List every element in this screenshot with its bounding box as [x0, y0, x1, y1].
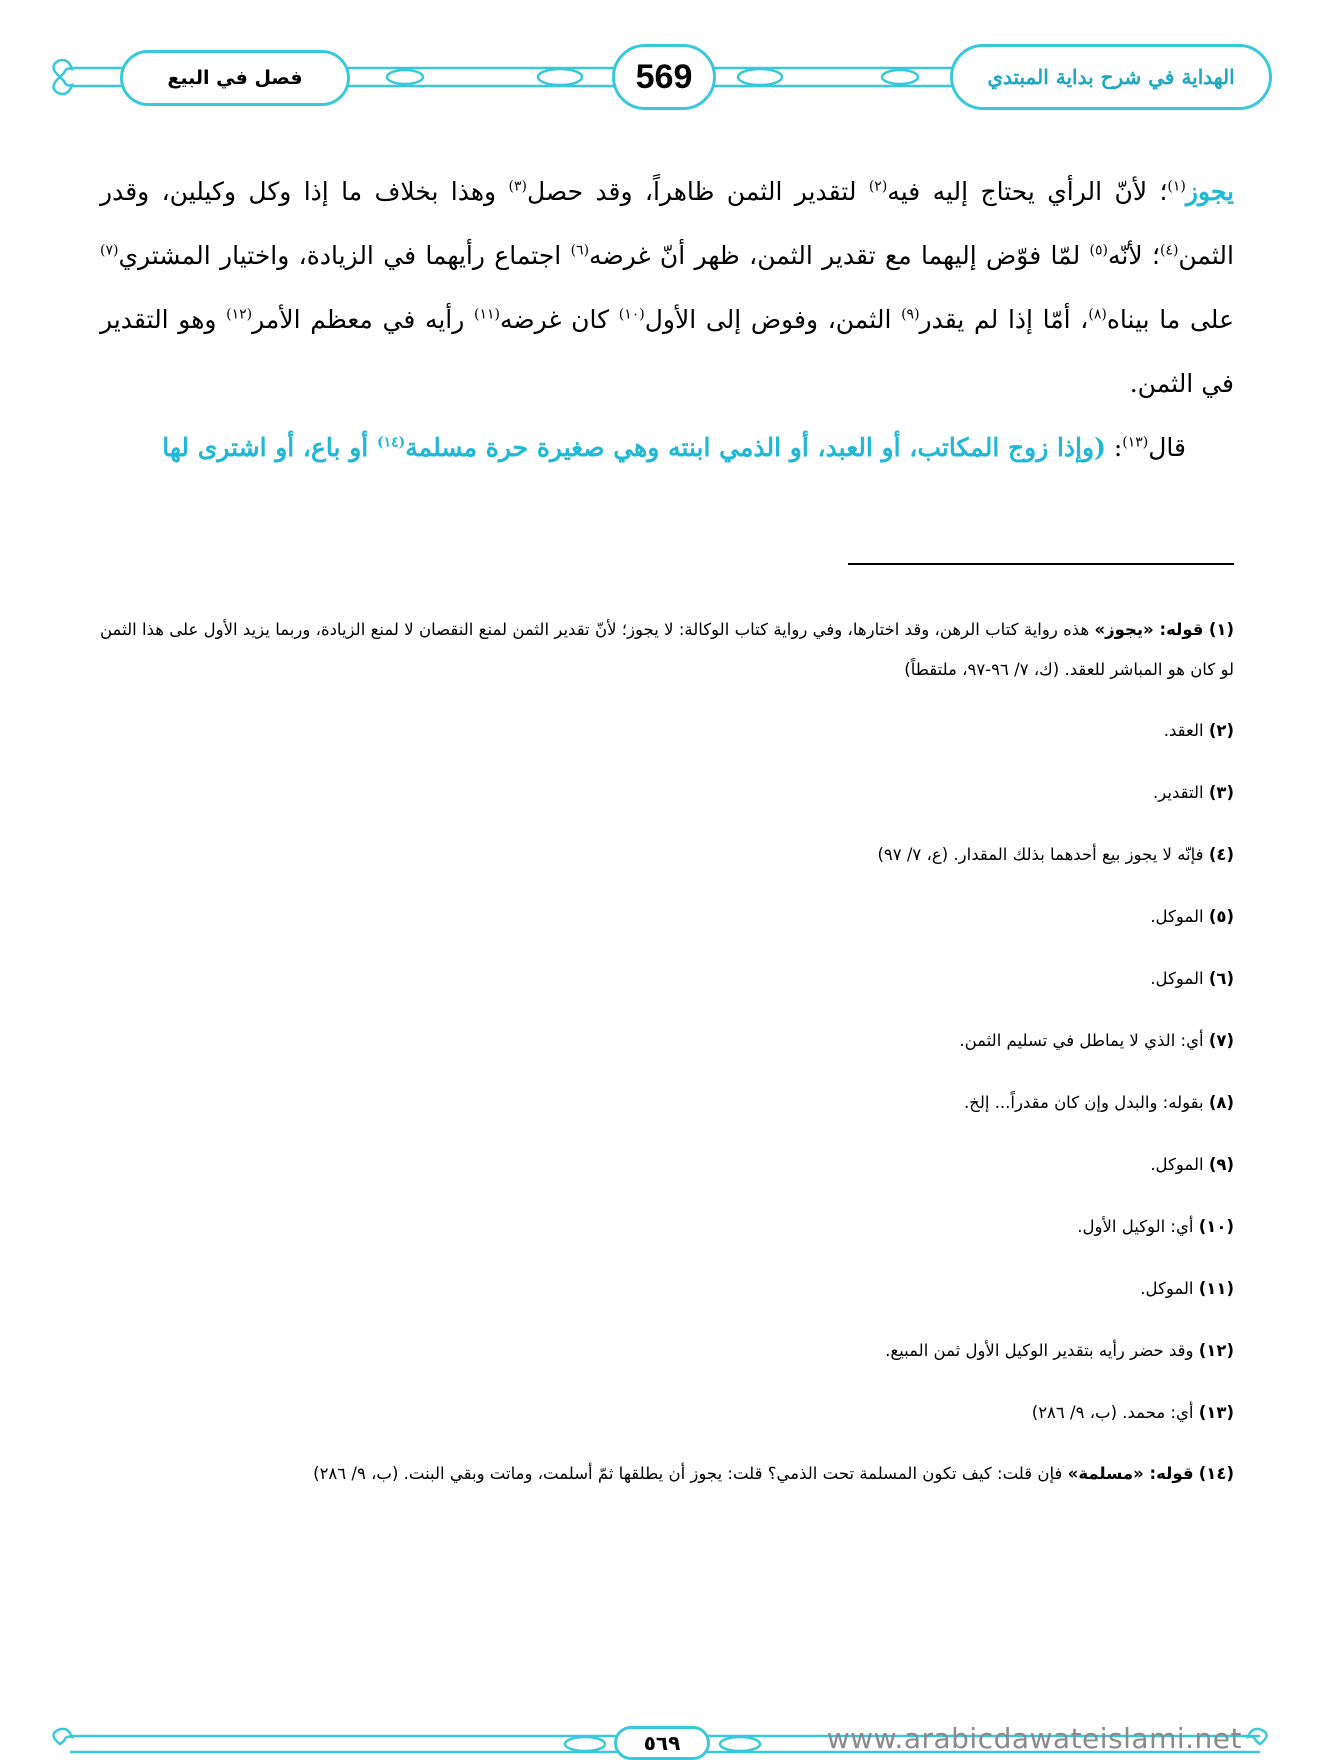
footnote	[100, 1072, 1234, 1134]
ref: (١٠)	[618, 306, 645, 323]
text-run: لتقدير الثمن ظاهراً، وقد حصل	[526, 177, 869, 206]
footnote-text: الموكل.	[1150, 969, 1209, 988]
footnote	[100, 886, 1234, 948]
footnote-number: (٤)	[1208, 845, 1234, 864]
footnote-number: (١)	[1208, 620, 1234, 639]
footnote	[100, 1010, 1234, 1072]
footnotes	[100, 600, 1234, 1504]
main-paragraph	[100, 160, 1234, 416]
text-run: ؛ لأنّ الرأي يحتاج إليه فيه	[887, 177, 1168, 206]
text-run: ، أمّا إذا لم يقدر	[919, 305, 1089, 334]
footnote-separator	[848, 563, 1234, 565]
ref: (١٢)	[226, 306, 253, 323]
footnote-number: (٢)	[1208, 721, 1234, 740]
text-run: رأيه في معظم الأمر	[252, 305, 474, 334]
ref: (٨)	[1088, 306, 1107, 323]
quoted-text: (وإذا زوج المكاتب، أو العبد، أو الذمي ابنته وهي صغيرة حرة مسلمة	[405, 433, 1106, 462]
ref: (١١)	[474, 306, 500, 323]
footnote-number: (١١)	[1198, 1279, 1234, 1298]
ref: (٧)	[100, 242, 119, 259]
footnote	[100, 948, 1234, 1010]
ref: (١)	[1167, 178, 1186, 195]
footnote-number: (٧)	[1208, 1031, 1234, 1050]
ref: (٥)	[1089, 242, 1109, 259]
footnote	[100, 1258, 1234, 1320]
ref: (١٤)	[376, 434, 406, 451]
footnote	[100, 1382, 1234, 1444]
footnote-text: أي: الذي لا يماطل في تسليم الثمن.	[959, 1031, 1209, 1050]
footnote	[100, 824, 1234, 886]
footnote-text: الموكل.	[1140, 1279, 1199, 1298]
quote-paragraph: قال$^{(١٣)}$: (وإذا زوج المكاتب، أو العبد، أو الذمي ابنته وهي صغيرة حرة مسلمة$^{(١٤)}$ أو باع، أو اشترى لها	[162, 433, 1186, 462]
footnote	[100, 1320, 1234, 1382]
footnote-number: (٨)	[1208, 1093, 1234, 1112]
footnote-number: (١٤)	[1198, 1464, 1234, 1483]
footnote-text: هذه رواية كتاب الرهن، وقد اختارها، وفي رواية كتاب الوكالة: لا يجوز؛ لأنّ تقدير الثمن لمنع النقصان لا لمنع الزيادة، وربما يزيد الأول على هذا الثمن لو كان هو المباشر للعقد. (ك، ٧/ ٩٦-٩٧، ملتقطاً)	[100, 620, 1234, 679]
footer-page-number: ٥٦٩	[614, 1726, 710, 1760]
footnote	[100, 700, 1234, 762]
footnote	[100, 600, 1234, 700]
footnote-number: (٦)	[1208, 969, 1234, 988]
main-text	[100, 160, 1234, 480]
page-number: 569	[612, 44, 716, 110]
qal-label: قال	[1148, 433, 1186, 462]
footnote-text: أي: الوكيل الأول.	[1077, 1217, 1199, 1236]
footnote-text: الموكل.	[1150, 1155, 1209, 1174]
footnote-number: (١٢)	[1198, 1341, 1234, 1360]
footnote	[100, 1444, 1234, 1504]
text-run: لمّا فوّض إليهما مع تقدير الثمن، ظهر أنّ غرضه	[589, 241, 1090, 270]
section-title: فصل في البيع	[120, 50, 350, 106]
footnote-keyword: قوله: «يجوز»	[1094, 620, 1204, 639]
footnote-text: فإنّه لا يجوز بيع أحدهما بذلك المقدار. (ع، ٧/ ٩٧)	[877, 845, 1209, 864]
ref: (٤)	[1159, 242, 1179, 259]
book-title: الهداية في شرح بداية المبتدي	[950, 44, 1272, 110]
keyword: يجوز	[1185, 177, 1234, 206]
footnote-keyword: قوله: «مسلمة»	[1067, 1464, 1194, 1483]
footnote-text: بقوله: والبدل وإن كان مقدراً... إلخ.	[963, 1093, 1209, 1112]
footnote-text: الموكل.	[1150, 907, 1209, 926]
text-run: كان غرضه	[499, 305, 619, 334]
ref: (٦)	[570, 242, 590, 259]
ref: (٣)	[508, 178, 527, 195]
footnote-text: أي: محمد. (ب، ٩/ ٢٨٦)	[1031, 1403, 1199, 1422]
footnote	[100, 1134, 1234, 1196]
footnote-text: فإن قلت: كيف تكون المسلمة تحت الذمي؟ قلت: يجوز أن يطلقها ثمّ أسلمت، وماتت وبقي البنت. (ب، ٩/ ٢٨٦)	[313, 1464, 1068, 1483]
footnote-number: (٩)	[1208, 1155, 1234, 1174]
watermark: www.arabicdawateislami.net	[826, 1722, 1242, 1755]
footnote-number: (٥)	[1208, 907, 1234, 926]
footnote-number: (١٠)	[1198, 1217, 1234, 1236]
footnote-text: التقدير.	[1153, 783, 1209, 802]
footnote	[100, 1196, 1234, 1258]
text-run: وهذا بخلاف ما إذا وكل وكيلين، وقدر الثمن	[100, 177, 1234, 270]
ref: (٩)	[901, 306, 920, 323]
footnote-number: (٣)	[1208, 783, 1234, 802]
text-run: الثمن، وفوض إلى الأول	[644, 305, 902, 334]
text-run: وهو التقدير في الثمن.	[100, 305, 1234, 398]
footnote-text: العقد.	[1163, 721, 1209, 740]
footnote-text: وقد حضر رأيه بتقدير الوكيل الأول ثمن المبيع.	[885, 1341, 1199, 1360]
footnote-number: (١٣)	[1198, 1403, 1234, 1422]
text-run: اجتماع رأيهما في الزيادة، واختيار المشتري	[118, 241, 571, 270]
footnote	[100, 762, 1234, 824]
text-run: على ما بيناه	[1106, 305, 1234, 334]
ref: (٢)	[868, 178, 888, 195]
text-run: ؛ لأنّه	[1108, 241, 1160, 270]
ref: (١٣)	[1122, 434, 1149, 451]
quoted-text: أو باع، أو اشترى لها	[162, 433, 377, 462]
